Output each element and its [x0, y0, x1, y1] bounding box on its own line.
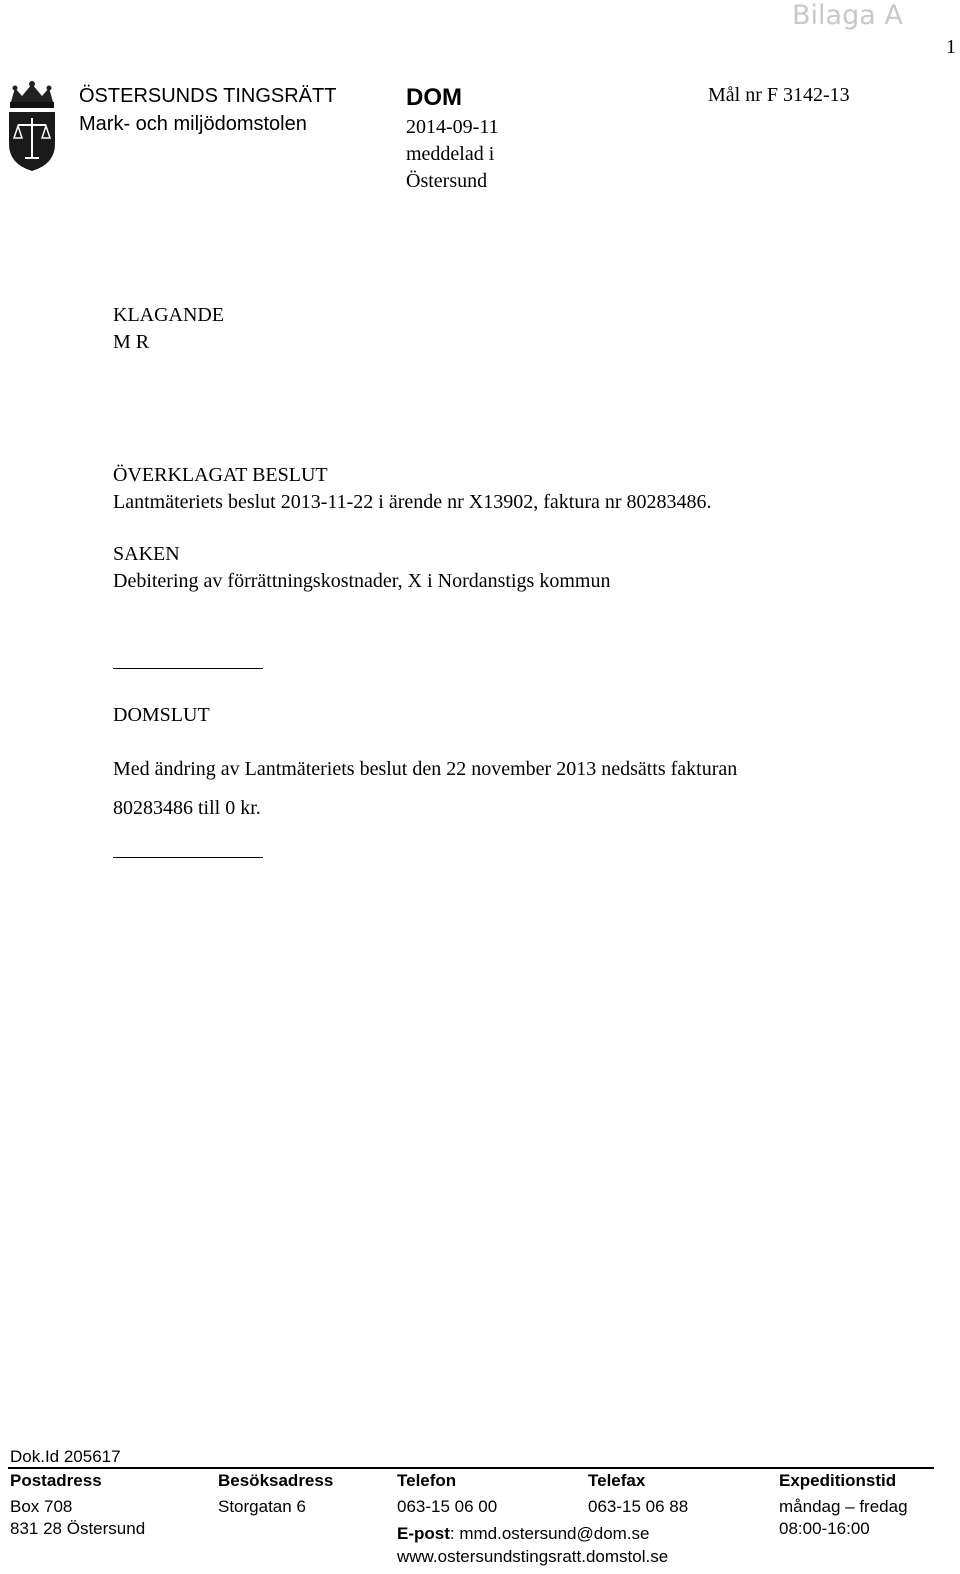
- email-label: E-post: [397, 1524, 450, 1543]
- domslut-heading: DOMSLUT: [113, 704, 210, 726]
- saken-text: Debitering av förrättningskostnader, X i Nordanstigs kommun: [113, 570, 611, 592]
- court-crest-icon: [5, 80, 59, 172]
- telefon-label: Telefon: [397, 1471, 457, 1490]
- doc-id: Dok.Id 205617: [10, 1447, 121, 1466]
- website-link[interactable]: www.ostersundstingsratt.domstol.se: [397, 1547, 669, 1566]
- court-name: ÖSTERSUNDS TINGSRÄTT: [79, 85, 337, 107]
- watermark-bilaga: Bilaga A: [792, 0, 903, 31]
- court-division: Mark- och miljödomstolen: [79, 113, 307, 135]
- court-header: [79, 82, 336, 138]
- domslut-line1: Med ändring av Lantmäteriets beslut den 22 november 2013 nedsätts fakturan: [113, 758, 738, 780]
- expeditionstid-days: måndag – fredag: [779, 1497, 908, 1516]
- email-address[interactable]: : mmd.ostersund@dom.se: [449, 1524, 650, 1543]
- expeditionstid-hours: 08:00-16:00: [779, 1519, 870, 1538]
- doc-type: DOM: [406, 84, 462, 111]
- postadress-line2: 831 28 Östersund: [10, 1519, 146, 1538]
- announced-label: meddelad i: [406, 143, 495, 165]
- footer-rule: [8, 1467, 934, 1469]
- page-number: 1: [946, 36, 956, 58]
- divider-top: [113, 668, 263, 669]
- besoksadress: Storgatan 6: [218, 1497, 306, 1516]
- domslut-line2: 80283486 till 0 kr.: [113, 797, 261, 819]
- klagande-heading: KLAGANDE: [113, 304, 225, 326]
- saken-heading: SAKEN: [113, 543, 180, 565]
- telefax: 063-15 06 88: [588, 1497, 689, 1516]
- overklagat-text: Lantmäteriets beslut 2013-11-22 i ärende nr X13902, faktura nr 80283486.: [113, 491, 712, 513]
- expeditionstid-label: Expeditionstid: [779, 1471, 897, 1490]
- overklagat-section: [113, 462, 712, 516]
- email-line: [397, 1524, 650, 1544]
- postadress-label: Postadress: [10, 1471, 102, 1490]
- case-number: Mål nr F 3142-13: [708, 84, 850, 106]
- klagande-name: M R: [113, 331, 150, 353]
- overklagat-heading: ÖVERKLAGAT BESLUT: [113, 464, 328, 486]
- klagande-section: [113, 302, 224, 356]
- telefax-label: Telefax: [588, 1471, 646, 1490]
- telefon: 063-15 06 00: [397, 1497, 498, 1516]
- saken-section: [113, 541, 610, 595]
- judgment-header: [406, 82, 499, 195]
- postadress-line1: Box 708: [10, 1497, 73, 1516]
- announced-place: Östersund: [406, 170, 488, 192]
- judgment-date: 2014-09-11: [406, 116, 499, 138]
- besoksadress-label: Besöksadress: [218, 1471, 334, 1490]
- divider-bottom: [113, 857, 263, 858]
